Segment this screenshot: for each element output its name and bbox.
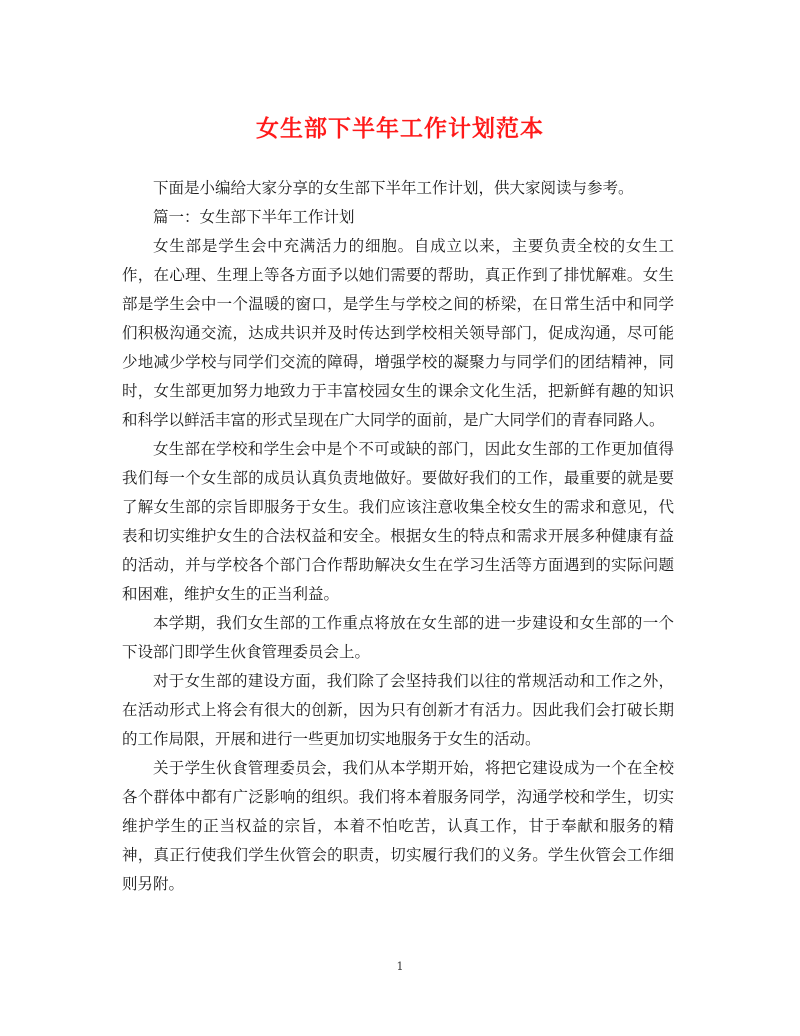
body-paragraph: 女生部是学生会中充满活力的细胞。自成立以来，主要负责全校的女生工作，在心理、生理上等各方面予以她们需要的帮助，真正作到了排忧解难。女生部是学生会中一个温暖的窗口，是学生与学校之间的桥梁，在日常生活中和同学们积极沟通交流，达成共识并及时传达到学校相关领导部门，促成沟通，尽可能少地减少学校与同学们交流的障碍，增强学校的凝聚力与同学们的团结精神，同时，女生部更加努力地致力于丰富校园女生的课余文化生活，把新鲜有趣的知识和科学以鲜活丰富的形式呈现在广大同学的面前，是广大同学们的青春同路人。 [122,237,674,429]
page-number: 1 [396,960,404,973]
intro-paragraph: 下面是小编给大家分享的女生部下半年工作计划，供大家阅读与参考。 [153,179,634,197]
body-paragraph: 本学期，我们女生部的工作重点将放在女生部的进一步建设和女生部的一个下设部门即学生伙食管理委员会上。 [122,614,674,661]
body-paragraph: 关于学生伙食管理委员会，我们从本学期开始，将把它建设成为一个在全校各个群体中都有广泛影响的组织。我们将本着服务同学，沟通学校和学生，切实维护学生的正当权益的宗旨，本着不怕吃苦，认真工作，甘于奉献和服务的精神，真正行使我们学生伙管会的职责，切实履行我们的义务。学生伙管会工作细则另附。 [122,759,674,893]
document-title: 女生部下半年工作计划范本 [256,115,544,142]
body-paragraph: 对于女生部的建设方面，我们除了会坚持我们以往的常规活动和工作之外，在活动形式上将会有很大的创新，因为只有创新才有活力。因此我们会打破长期的工作局限，开展和进行一些更加切实地服务于女生的活动。 [122,672,674,748]
document-body [122,174,674,899]
section-heading: 篇一：女生部下半年工作计划 [153,208,355,226]
body-paragraph: 女生部在学校和学生会中是个不可或缺的部门，因此女生部的工作更加值得我们每一个女生部的成员认真负责地做好。要做好我们的工作，最重要的就是要了解女生部的宗旨即服务于女生。我们应该注意收集全校女生的需求和意见，代表和切实维护女生的合法权益和安全。根据女生的特点和需求开展多种健康有益的活动，并与学校各个部门合作帮助解决女生在学习生活等方面遇到的实际问题和困难，维护女生的正当利益。 [122,440,674,603]
